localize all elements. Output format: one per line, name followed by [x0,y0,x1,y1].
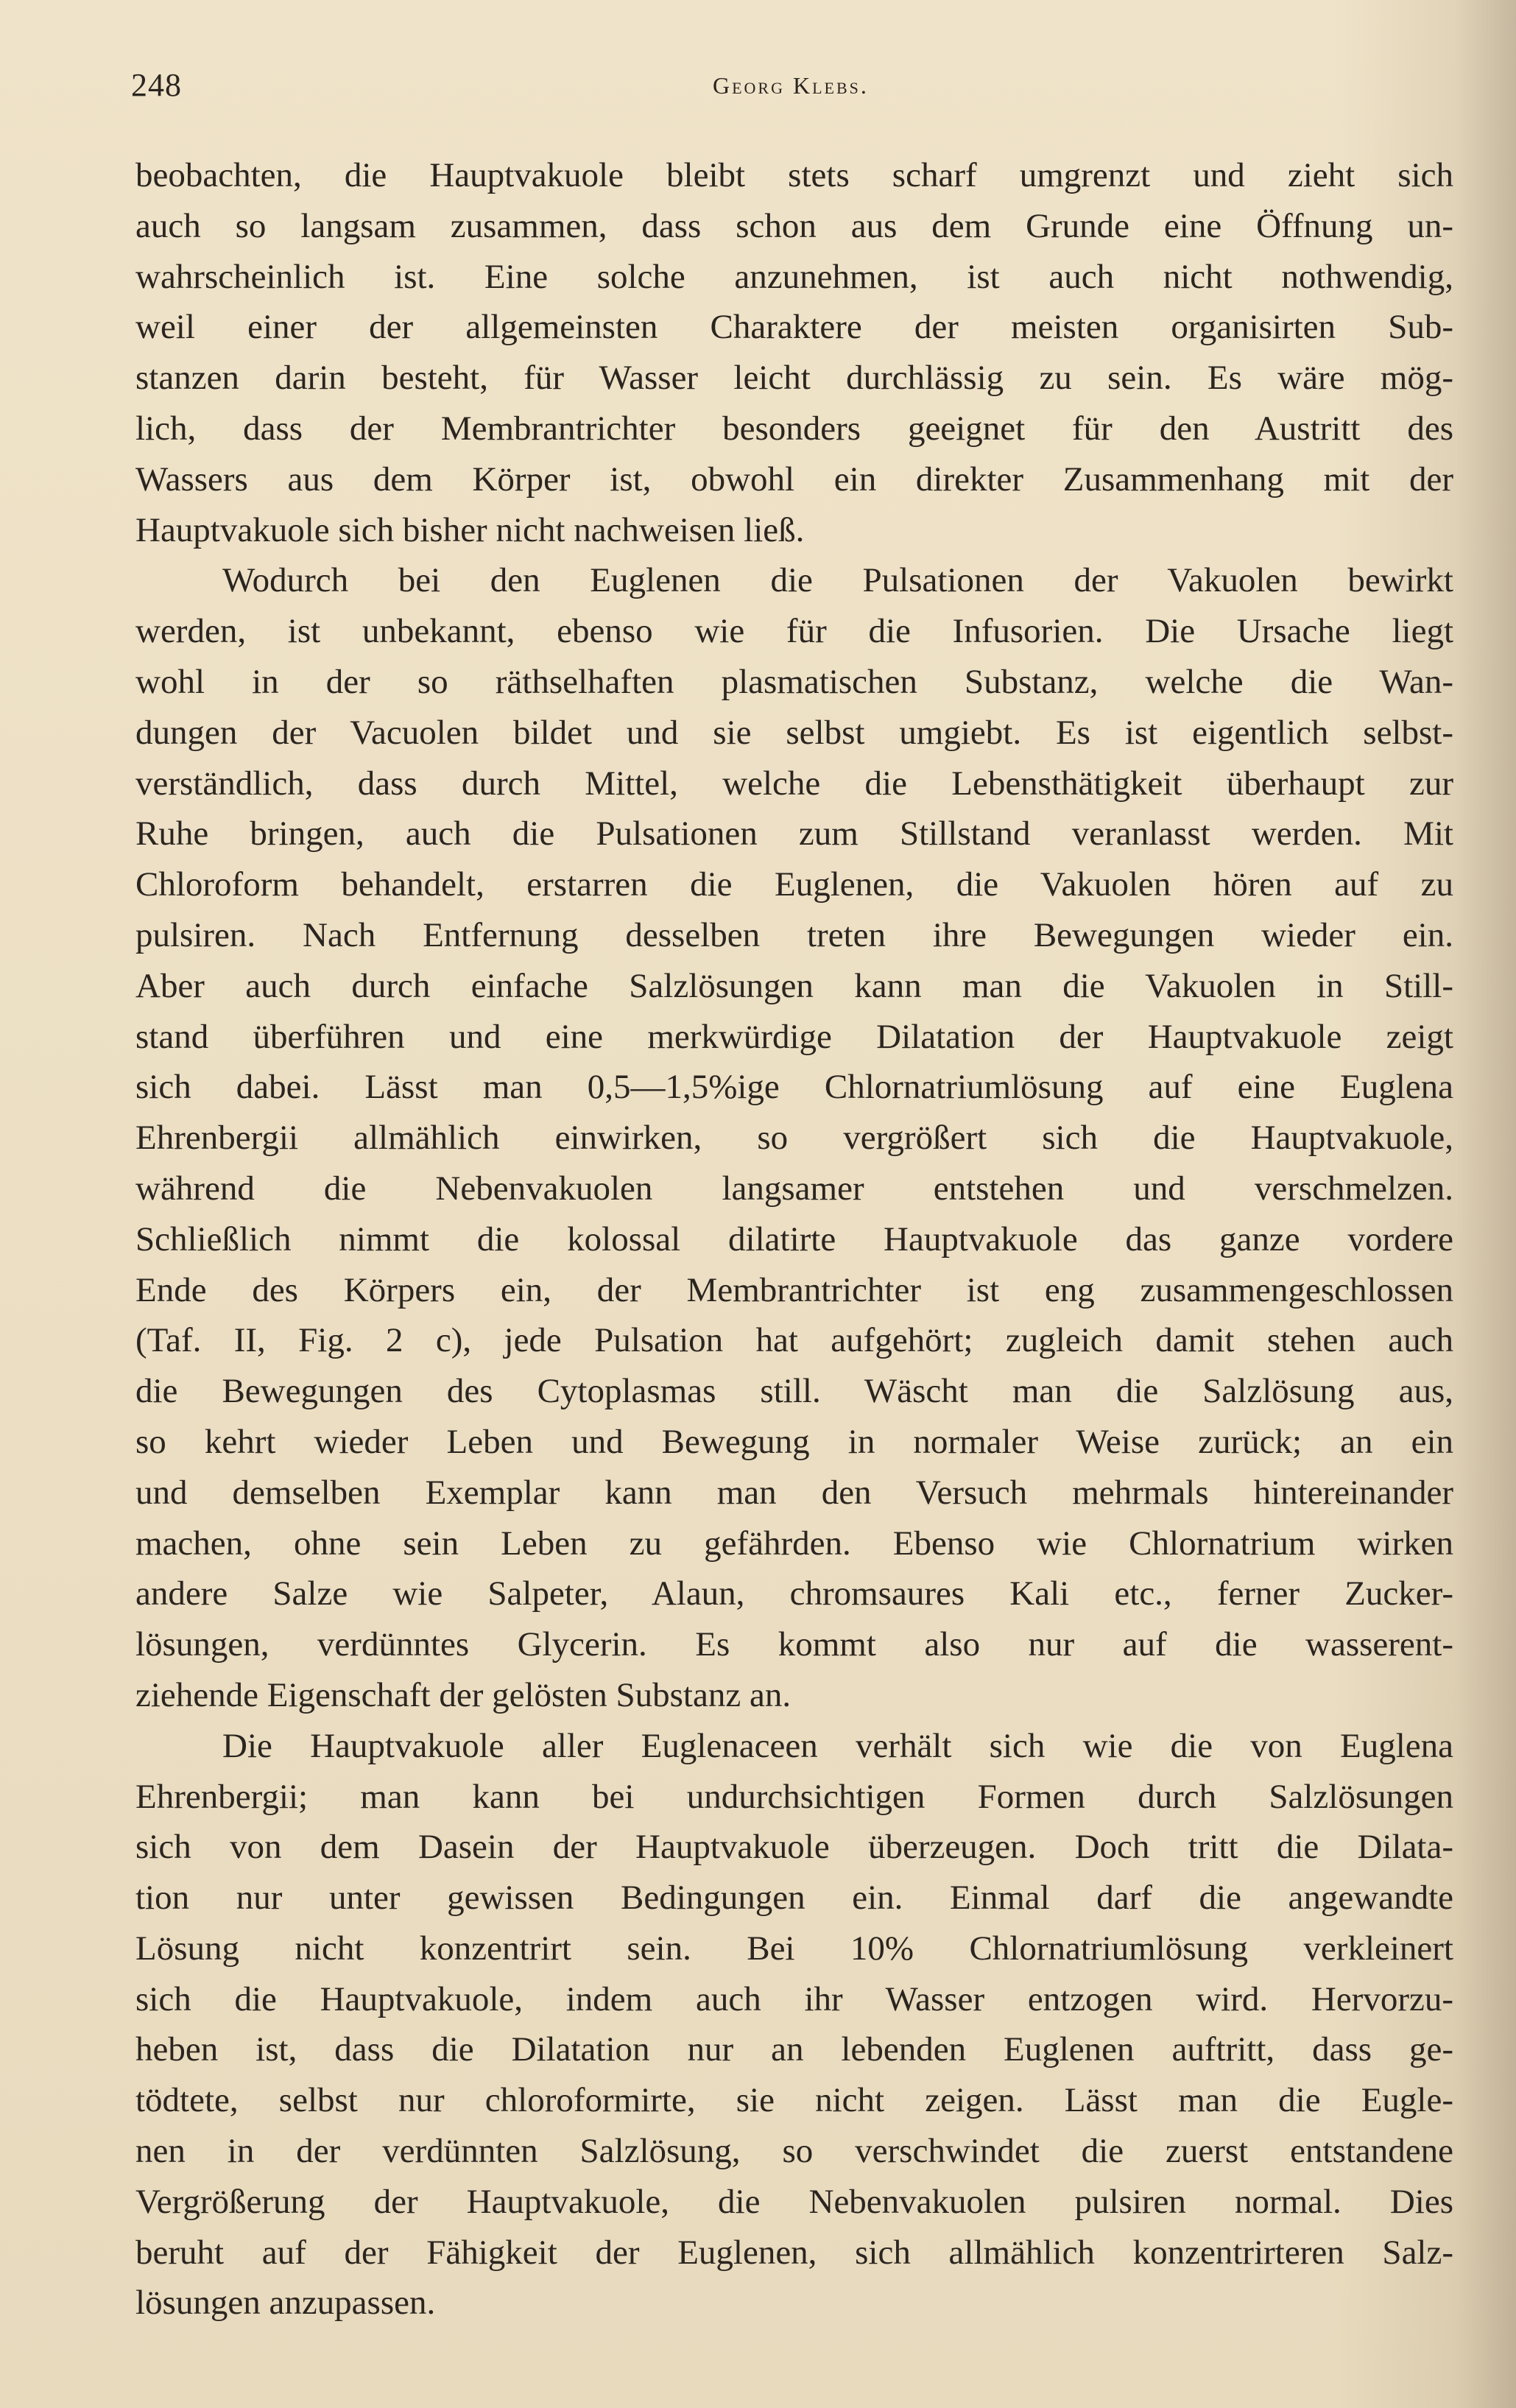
text-line: Aber auch durch einfache Salzlösungen kann man die Vakuolen in Still- [135,966,1453,1005]
text-line: stand überführen und eine merkwürdige Dilatation der Hauptvakuole zeigt [135,1017,1453,1056]
text-line: wohl in der so räthselhaften plasmatischen Substanz, welche die Wan- [135,662,1453,701]
text-line: sich von dem Dasein der Hauptvakuole überzeugen. Doch tritt die Dilata- [135,1828,1453,1867]
text-line: tödtete, selbst nur chloroformirte, sie nicht zeigen. Lässt man die Eugle- [135,2081,1453,2120]
text-line: beobachten, die Hauptvakuole bleibt stets scharf umgrenzt und zieht sich [135,156,1453,194]
text-line: ziehende Eigenschaft der gelösten Substanz an. [135,1675,792,1714]
text-line: während die Nebenvakuolen langsamer entstehen und verschmelzen. [135,1169,1453,1208]
text-line: so kehrt wieder Leben und Bewegung in normaler Weise zurück; an ein [135,1422,1453,1461]
text-line: machen, ohne sein Leben zu gefährden. Ebenso wie Chlornatrium wirken [135,1524,1453,1563]
text-line: verständlich, dass durch Mittel, welche die Lebensthätigkeit überhaupt zur [135,764,1453,803]
text-line: die Bewegungen des Cytoplasmas still. Wäscht man die Salzlösung aus, [135,1372,1453,1411]
text-line: lösungen, verdünntes Glycerin. Es kommt also nur auf die wasserent- [135,1625,1453,1664]
text-line: Ende des Körpers ein, der Membrantrichter ist eng zusammengeschlossen [135,1270,1453,1309]
text-line: wahrscheinlich ist. Eine solche anzunehmen, ist auch nicht nothwendig, [135,257,1453,296]
text-line: sich die Hauptvakuole, indem auch ihr Wasser entzogen wird. Hervorzu- [135,1979,1453,2018]
text-line: auch so langsam zusammen, dass schon aus dem Grunde eine Öffnung un- [135,206,1453,245]
text-line: Ruhe bringen, auch die Pulsationen zum Stillstand veranlasst werden. Mit [135,814,1453,853]
text-line: Ehrenbergii allmählich einwirken, so vergrößert sich die Hauptvakuole, [135,1119,1453,1158]
text-line: Wassers aus dem Körper ist, obwohl ein direkter Zusammenhang mit der [135,460,1453,499]
text-line: Lösung nicht konzentrirt sein. Bei 10% Chlornatriumlösung verkleinert [135,1929,1453,1968]
text-line: weil einer der allgemeinsten Charaktere der meisten organisirten Sub- [135,308,1453,347]
page-number: 248 [131,67,182,103]
text-line: Vergrößerung der Hauptvakuole, die Nebenvakuolen pulsiren normal. Dies [135,2182,1453,2221]
text-line: nen in der verdünnten Salzlösung, so verschwindet die zuerst entstandene [135,2132,1453,2171]
text-line: sich dabei. Lässt man 0,5—1,5%ige Chlornatriumlösung auf eine Euglena [135,1068,1453,1107]
text-line: (Taf. II, Fig. 2 c), jede Pulsation hat aufgehört; zugleich damit stehen auch [135,1321,1453,1360]
page-header [131,66,1456,110]
text-line: stanzen darin besteht, für Wasser leicht durchlässig zu sein. Es wäre mög- [135,359,1453,398]
text-line: Chloroform behandelt, erstarren die Euglenen, die Vakuolen hören auf zu [135,865,1453,904]
text-line: Wodurch bei den Euglenen die Pulsationen der Vakuolen bewirkt [222,561,1453,600]
text-line: lösungen anzupassen. [135,2284,436,2323]
text-line: Hauptvakuole sich bisher nicht nachweisen ließ. [135,510,805,549]
text-line: Die Hauptvakuole aller Euglenaceen verhält sich wie die von Euglena [222,1726,1453,1765]
text-line: pulsiren. Nach Entfernung desselben treten ihre Bewegungen wieder ein. [135,915,1453,954]
running-head: Georg Klebs. [713,72,869,99]
text-line: tion nur unter gewissen Bedingungen ein. Einmal darf die angewandte [135,1879,1453,1918]
body-text [135,150,1453,2328]
text-line: dungen der Vacuolen bildet und sie selbst umgiebt. Es ist eigentlich selbst- [135,713,1453,752]
text-line: heben ist, dass die Dilatation nur an lebenden Euglenen auftritt, dass ge- [135,2030,1453,2069]
text-line: beruht auf der Fähigkeit der Euglenen, sich allmählich konzentrirteren Salz- [135,2233,1453,2272]
text-line: und demselben Exemplar kann man den Versuch mehrmals hintereinander [135,1473,1453,1512]
text-line: lich, dass der Membrantrichter besonders geeignet für den Austritt des [135,409,1453,448]
text-line: Ehrenbergii; man kann bei undurchsichtigen Formen durch Salzlösungen [135,1777,1453,1816]
text-line: andere Salze wie Salpeter, Alaun, chromsaures Kali etc., ferner Zucker- [135,1574,1453,1613]
text-line: werden, ist unbekannt, ebenso wie für die Infusorien. Die Ursache liegt [135,612,1453,651]
text-line: Schließlich nimmt die kolossal dilatirte Hauptvakuole das ganze vordere [135,1219,1453,1258]
